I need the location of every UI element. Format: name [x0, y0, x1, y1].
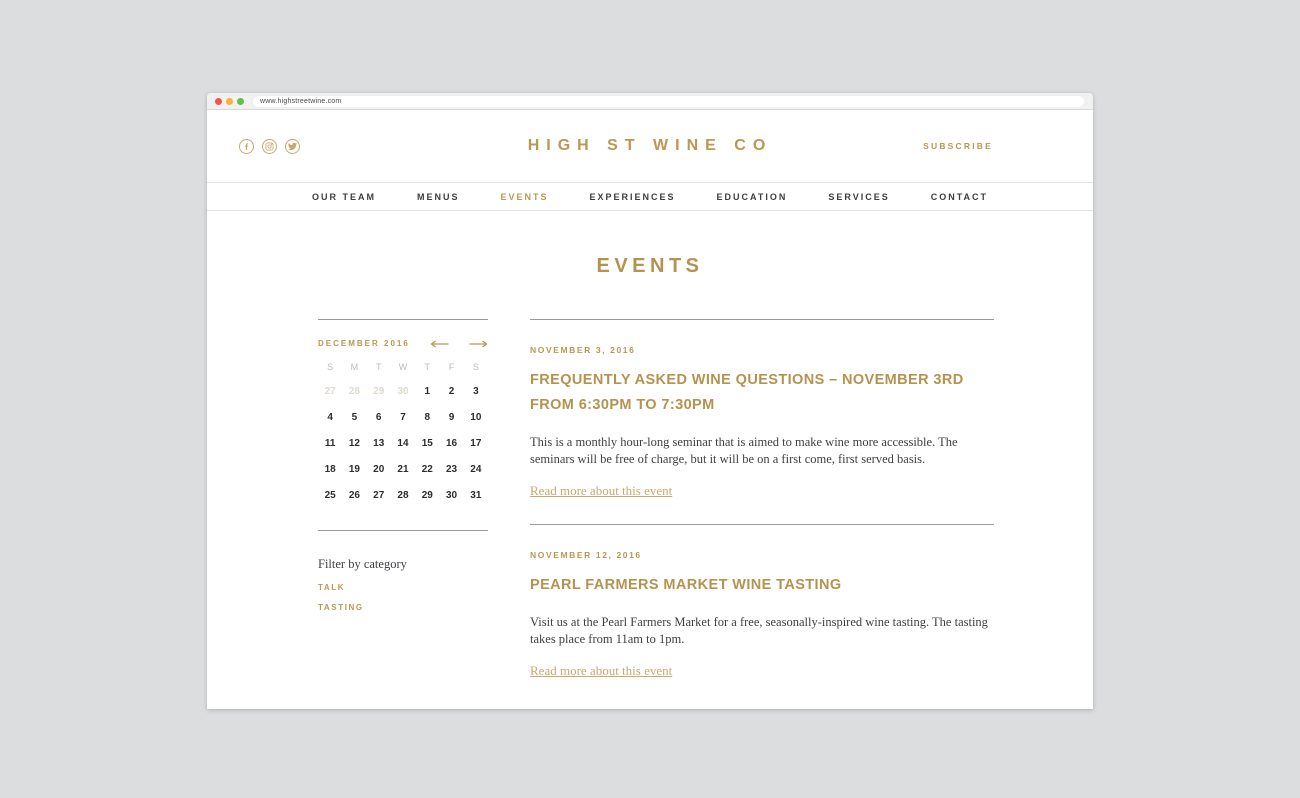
calendar-date[interactable]: 30	[446, 489, 458, 501]
calendar-date[interactable]: 19	[348, 463, 360, 475]
calendar-day-header: W	[398, 362, 408, 372]
main-nav	[207, 182, 1093, 211]
event-item	[530, 319, 994, 524]
calendar-date-muted[interactable]: 27	[324, 385, 336, 397]
calendar-bottom-divider	[318, 530, 488, 531]
calendar-grid	[318, 378, 488, 508]
minimize-window-button[interactable]	[226, 98, 233, 105]
site-logo[interactable]: HIGH ST WINE CO	[527, 137, 773, 154]
content-columns	[318, 319, 1093, 704]
browser-window	[207, 93, 1093, 709]
calendar-date[interactable]: 25	[324, 489, 336, 501]
calendar-prev-arrow-icon[interactable]	[430, 340, 449, 348]
zoom-window-button[interactable]	[237, 98, 244, 105]
calendar-date[interactable]: 14	[397, 437, 409, 449]
calendar-date[interactable]: 24	[470, 463, 482, 475]
calendar-date[interactable]: 12	[348, 437, 360, 449]
nav-item-events[interactable]: EVENTS	[500, 191, 549, 202]
nav-item-experiences[interactable]: EXPERIENCES	[589, 191, 676, 202]
calendar-day-header: T	[375, 362, 382, 372]
calendar-date[interactable]: 3	[473, 385, 479, 397]
event-description: Visit us at the Pearl Farmers Market for a free, seasonally-inspired wine tasting. The tasting takes place from 11am to 1pm.	[530, 615, 988, 646]
calendar-week-row	[318, 482, 488, 508]
event-read-more-link[interactable]: Read more about this event	[530, 663, 673, 678]
twitter-icon[interactable]	[285, 139, 300, 154]
calendar-week-row	[318, 404, 488, 430]
nav-item-services[interactable]: SERVICES	[828, 191, 890, 202]
sidebar	[318, 319, 488, 612]
calendar-day-header: S	[327, 362, 334, 372]
calendar-header	[318, 340, 488, 348]
calendar-date[interactable]: 31	[470, 489, 482, 501]
category-filter-tasting[interactable]: TASTING	[318, 603, 364, 612]
site-header	[207, 110, 1093, 182]
event-title-link[interactable]: PEARL FARMERS MARKET WINE TASTING	[530, 577, 842, 593]
calendar-week-row	[318, 430, 488, 456]
calendar-date[interactable]: 18	[324, 463, 336, 475]
url-bar[interactable]	[253, 96, 1084, 107]
calendar-date[interactable]: 15	[421, 437, 433, 449]
calendar-week-row	[318, 456, 488, 482]
calendar-date[interactable]: 11	[324, 437, 336, 449]
calendar-top-divider	[318, 319, 488, 320]
calendar-date[interactable]: 17	[470, 437, 482, 449]
calendar-date[interactable]: 21	[397, 463, 409, 475]
calendar-arrows	[430, 340, 488, 348]
calendar-month-label: DECEMBER 2016	[318, 339, 410, 348]
calendar-day-headers	[318, 356, 488, 378]
calendar-date[interactable]: 27	[373, 489, 385, 501]
event-item	[530, 524, 994, 704]
calendar-date[interactable]: 6	[375, 411, 382, 423]
event-description: This is a monthly hour-long seminar that is aimed to make wine more accessible. The seminars will be free of charge, but it will be on a first come, first served basis.	[530, 435, 958, 466]
facebook-icon[interactable]	[239, 139, 254, 154]
calendar-date-muted[interactable]: 30	[397, 385, 409, 397]
calendar-day-header: M	[350, 362, 359, 372]
url-text: www.highstreetwine.com	[260, 97, 342, 105]
calendar-date[interactable]: 1	[424, 385, 431, 397]
calendar-date[interactable]: 20	[373, 463, 385, 475]
calendar-date[interactable]: 26	[348, 489, 360, 501]
event-divider	[530, 319, 994, 320]
calendar-date[interactable]: 4	[327, 411, 333, 423]
calendar-date[interactable]: 13	[373, 437, 385, 449]
calendar-week-row	[318, 378, 488, 404]
nav-item-contact[interactable]: CONTACT	[930, 191, 989, 202]
nav-item-menus[interactable]: MENUS	[416, 191, 460, 202]
category-filter-talk[interactable]: TALK	[318, 583, 346, 592]
calendar-date[interactable]: 7	[400, 411, 406, 423]
calendar-day-header: F	[448, 362, 455, 372]
nav-item-our-team[interactable]: OUR TEAM	[311, 191, 376, 202]
calendar-date-muted[interactable]: 28	[348, 385, 360, 397]
calendar-date[interactable]: 5	[351, 411, 358, 423]
nav-item-education[interactable]: EDUCATION	[716, 191, 788, 202]
calendar-date[interactable]: 22	[421, 463, 433, 475]
social-links	[239, 139, 300, 154]
calendar-date[interactable]: 2	[448, 385, 455, 397]
calendar-day-header: S	[472, 362, 479, 372]
calendar-date[interactable]: 8	[424, 411, 431, 423]
events-page	[207, 255, 1093, 704]
event-date: NOVEMBER 3, 2016	[530, 345, 636, 355]
events-list	[530, 319, 994, 704]
filter-label: Filter by category	[318, 557, 407, 571]
browser-chrome	[207, 93, 1093, 110]
page-title: EVENTS	[596, 255, 704, 277]
calendar-date[interactable]: 23	[446, 463, 458, 475]
calendar-date[interactable]: 16	[446, 437, 458, 449]
calendar-date[interactable]: 29	[421, 489, 433, 501]
calendar-date[interactable]: 28	[397, 489, 409, 501]
calendar-date-muted[interactable]: 29	[373, 385, 385, 397]
instagram-icon[interactable]	[262, 139, 277, 154]
calendar-date[interactable]: 10	[470, 411, 482, 423]
calendar-day-header: T	[424, 362, 431, 372]
calendar-next-arrow-icon[interactable]	[469, 340, 488, 348]
calendar-date[interactable]: 9	[448, 411, 455, 423]
close-window-button[interactable]	[215, 98, 222, 105]
event-read-more-link[interactable]: Read more about this event	[530, 483, 673, 498]
event-title-link[interactable]: FREQUENTLY ASKED WINE QUESTIONS – NOVEMBER 3RD FROM 6:30PM TO 7:30PM	[530, 372, 964, 413]
subscribe-link[interactable]: SUBSCRIBE	[923, 141, 993, 151]
category-filter-list	[318, 583, 488, 612]
event-date: NOVEMBER 12, 2016	[530, 550, 642, 560]
event-divider	[530, 524, 994, 525]
